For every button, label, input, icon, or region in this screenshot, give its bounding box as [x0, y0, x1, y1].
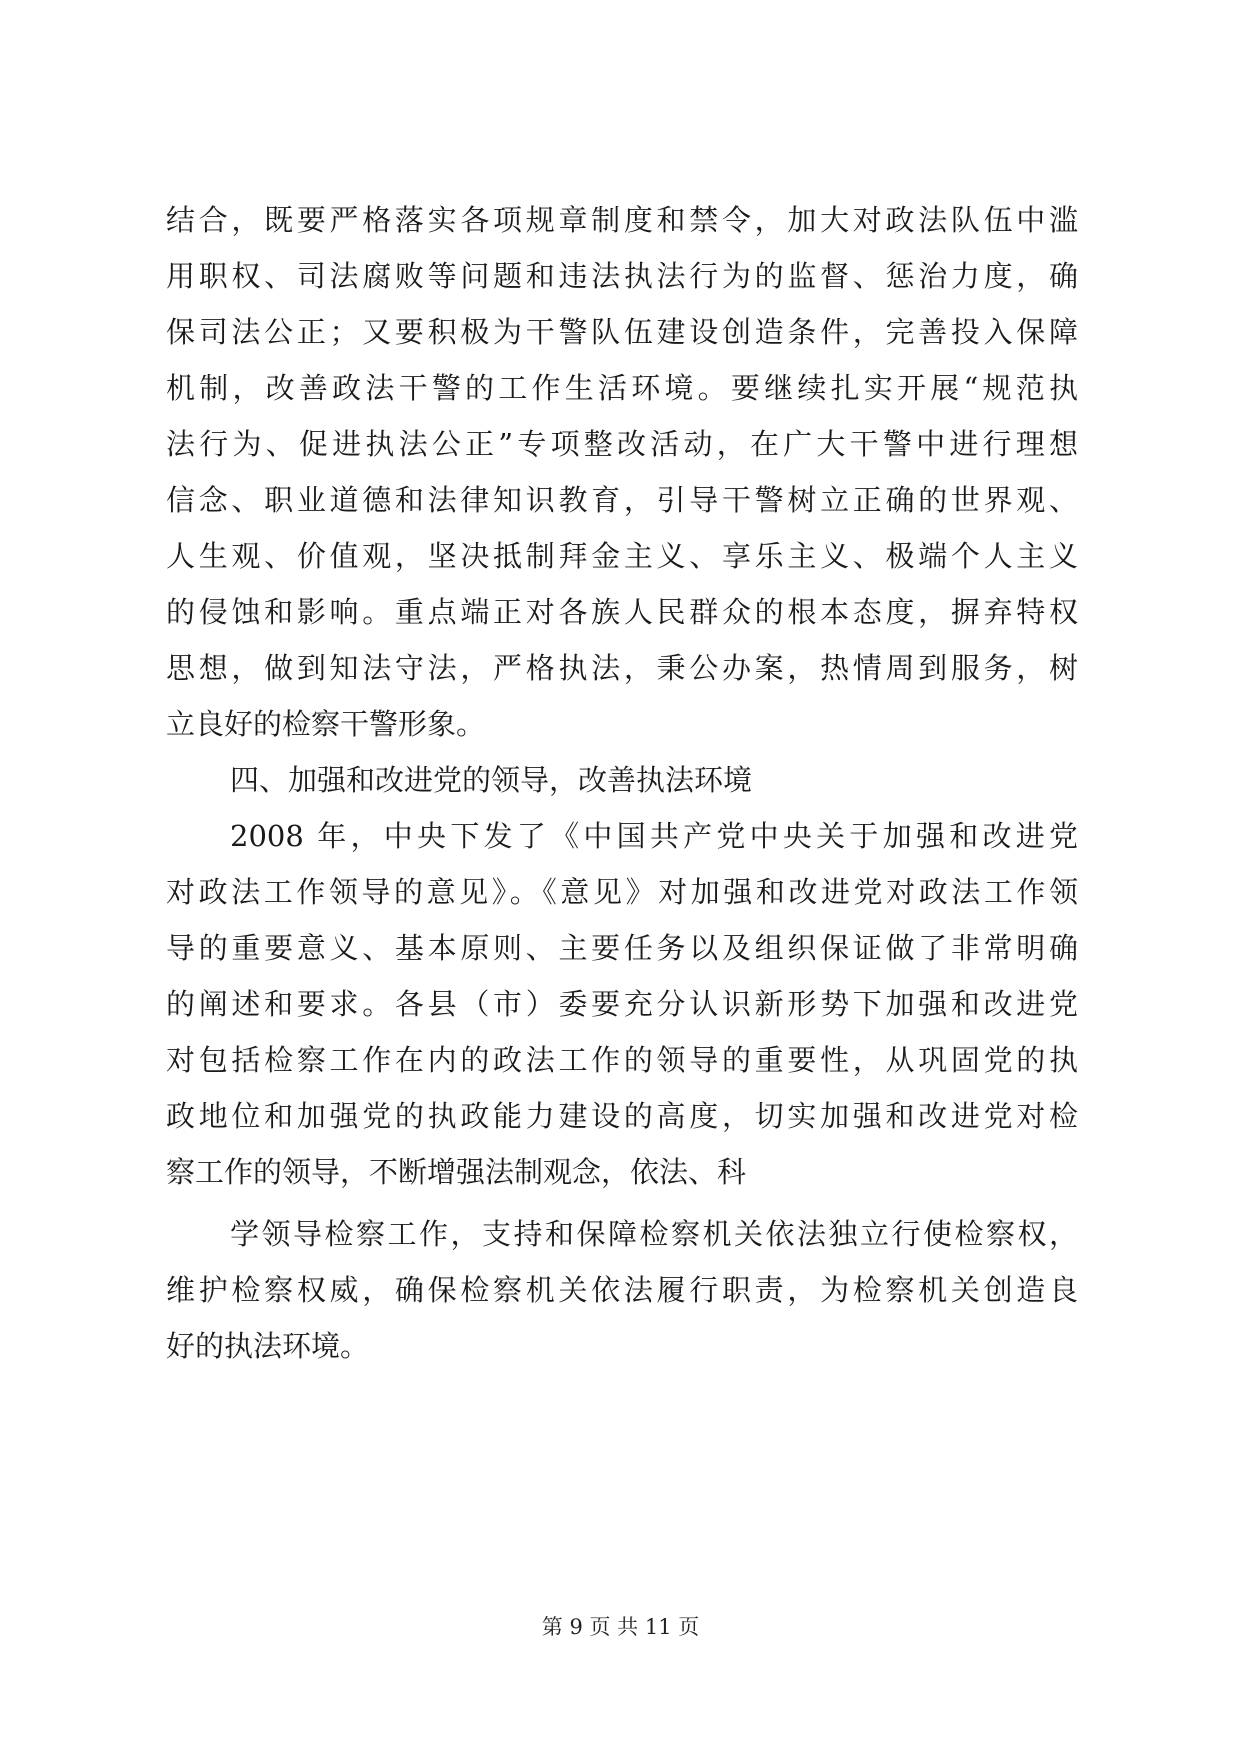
page-number-footer: 第 9 页 共 11 页: [541, 1615, 700, 1639]
text-line: 保司法公正；又要积极为干警队伍建设创造条件，完善投入保障: [166, 315, 1078, 349]
text-line: 察工作的领导，不断增强法制观念，依法、科: [166, 1155, 747, 1189]
text-line: 立良好的检察干警形象。: [166, 707, 486, 741]
text-line: 2008 年，中央下发了《中国共产党中央关于加强和改进党: [230, 819, 1078, 853]
text-line: 的阐述和要求。各县（市）委要充分认识新形势下加强和改进党: [166, 987, 1078, 1021]
text-line: 人生观、价值观，坚决抵制拜金主义、享乐主义、极端个人主义: [166, 539, 1078, 573]
text-line: 学领导检察工作，支持和保障检察机关依法独立行使检察权，: [230, 1217, 1078, 1251]
text-line: 结合，既要严格落实各项规章制度和禁令，加大对政法队伍中滥: [166, 203, 1078, 237]
text-line: 导的重要意义、基本原则、主要任务以及组织保证做了非常明确: [166, 931, 1078, 965]
text-line: 对政法工作领导的意见》。《意见》对加强和改进党对政法工作领: [166, 875, 1078, 909]
text-line: 思想，做到知法守法，严格执法，秉公办案，热情周到服务，树: [166, 651, 1078, 685]
text-line: 的侵蚀和影响。重点端正对各族人民群众的根本态度，摒弃特权: [166, 595, 1078, 629]
text-line: 政地位和加强党的执政能力建设的高度，切实加强和改进党对检: [166, 1099, 1078, 1133]
text-line: 法行为、促进执法公正”专项整改活动，在广大干警中进行理想: [166, 427, 1078, 461]
text-line: 用职权、司法腐败等问题和违法执法行为的监督、惩治力度，确: [166, 259, 1078, 293]
text-line: 机制，改善政法干警的工作生活环境。要继续扎实开展“规范执: [166, 371, 1078, 405]
text-line: 维护检察权威，确保检察机关依法履行职责，为检察机关创造良: [166, 1273, 1078, 1307]
text-line: 信念、职业道德和法律知识教育，引导干警树立正确的世界观、: [166, 483, 1078, 517]
text-line: 好的执法环境。: [166, 1329, 370, 1363]
text-line: 对包括检察工作在内的政法工作的领导的重要性，从巩固党的执: [166, 1043, 1078, 1077]
section-heading: 四、加强和改进党的领导，改善执法环境: [230, 763, 753, 797]
